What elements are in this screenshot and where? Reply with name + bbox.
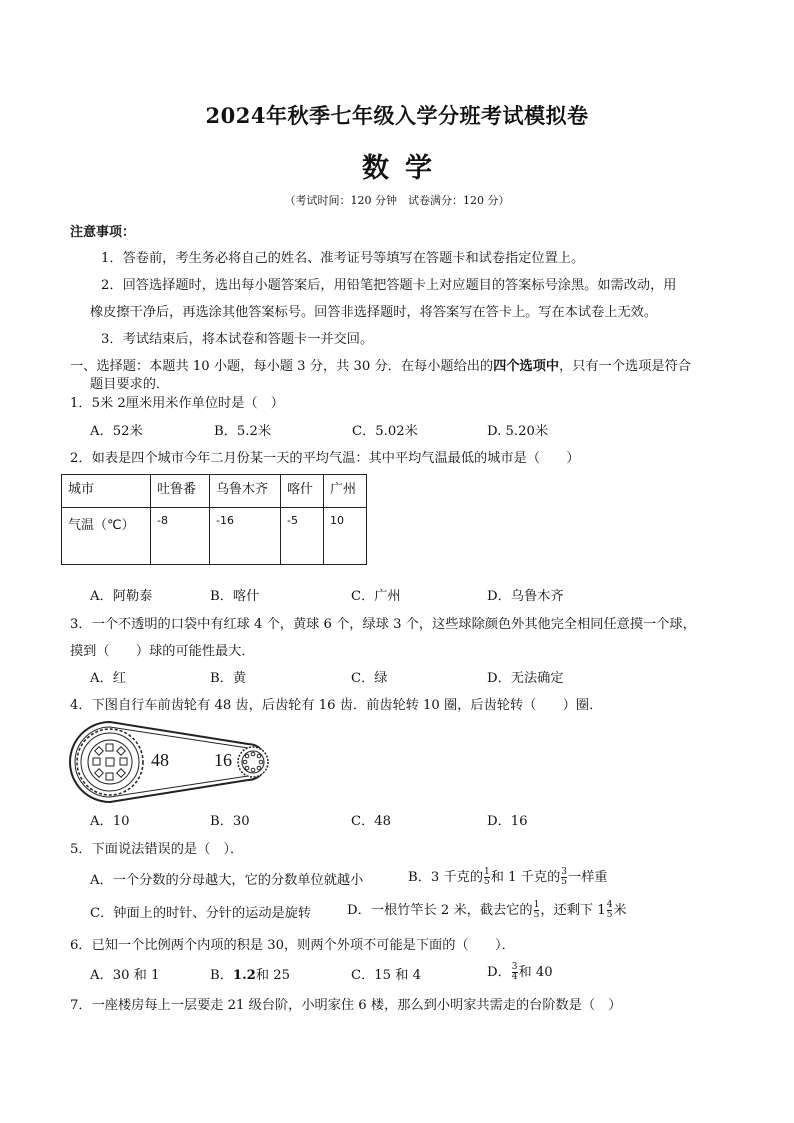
- q5-option-b-pre: B．3 千克的: [408, 870, 484, 885]
- q4-option-b: B．30: [210, 814, 250, 829]
- q5-option-c: C．钟面上的时针、分针的运动是旋转: [90, 906, 312, 921]
- q4-option-d: D．16: [487, 814, 528, 829]
- section-heading-bold: 四个选项中: [493, 359, 560, 374]
- section-heading: [70, 355, 691, 374]
- fraction-numerator: 3: [561, 867, 568, 877]
- q1-option-b: B．5.2米: [214, 424, 272, 439]
- fraction-numerator: 3: [511, 962, 518, 972]
- q5-option-d-mid: ，还剩下 1: [540, 903, 606, 918]
- q1-option-c: C．5.02米: [352, 424, 418, 439]
- q2-option-d: D．乌鲁木齐: [487, 589, 564, 604]
- q6-option-d-pre: D．: [487, 965, 511, 980]
- section-heading-prefix: 一、选择题: [70, 359, 136, 374]
- q6-option-b: [210, 964, 290, 983]
- table-row: [62, 508, 367, 565]
- q5-option-b-end: 一样重: [568, 870, 608, 885]
- notice-item-3: 3．考试结束后，将本试卷和答题卡一并交回。: [101, 332, 374, 347]
- q5-option-d: [347, 899, 627, 920]
- q2-option-b: B．喀什: [210, 589, 260, 604]
- fraction-denominator: 5: [561, 877, 568, 887]
- fraction: [607, 901, 613, 920]
- q6-option-d-end: 和 40: [518, 965, 553, 980]
- table-header-cell: 乌鲁木齐: [210, 475, 281, 508]
- q1-option-d: D. 5.20米: [487, 424, 549, 439]
- fraction: [512, 963, 518, 982]
- table-header-cell: 喀什: [281, 475, 324, 508]
- section-heading-end: ，只有一个选项是符合: [559, 359, 691, 374]
- notice-item-2: 2．回答选择题时，选出每小题答案后，用铅笔把答题卡上对应题目的答案标号涂黑。如需改动，用: [101, 278, 677, 293]
- notice-item-2-cont: 橡皮擦干净后，再选涂其他答案标号。回答非选择题时，将答案写在答卡上。写在本试卷上无效。: [90, 305, 658, 320]
- q6-option-b-pre: B．: [210, 968, 233, 983]
- q6-option-b-end: 和 25: [255, 968, 291, 983]
- q6-option-b-bold: 1.2: [232, 968, 256, 983]
- q4-option-a: A．10: [90, 814, 130, 829]
- q2-stem: 2．如表是四个城市今年二月份某一天的平均气温：其中平均气温最低的城市是（ ）: [70, 451, 580, 466]
- q7-stem: 7．一座楼房每上一层要走 21 级台阶，小明家住 6 楼，那么到小明家共需走的台阶数是（ ）: [70, 998, 622, 1013]
- exam-title: 2024年秋季七年级入学分班考试模拟卷: [205, 103, 589, 128]
- exam-info: （考试时间：120 分钟 试卷满分：120 分）: [284, 194, 510, 207]
- fraction-denominator: 5: [606, 910, 613, 920]
- fraction: [484, 868, 490, 887]
- fraction-numerator: 4: [606, 900, 613, 910]
- temperature-table: [61, 474, 367, 565]
- q3-option-b: B．黄: [210, 671, 247, 686]
- q6-option-d: [487, 961, 553, 982]
- q1-option-a: A．52米: [90, 424, 143, 439]
- q5-option-b-mid: 和 1 千克的: [490, 870, 561, 885]
- table-cell: -5: [281, 508, 324, 565]
- fraction-numerator: 1: [484, 867, 490, 877]
- q3-option-c: C．绿: [351, 671, 388, 686]
- notice-heading: 注意事项：: [70, 225, 136, 240]
- rear-gear-icon: [238, 747, 268, 777]
- q2-option-a: A．阿勒泰: [90, 589, 153, 604]
- fraction-denominator: 5: [484, 877, 490, 887]
- table-row-label: 气温（℃）: [62, 508, 151, 565]
- q5-option-d-end: 米: [613, 903, 627, 918]
- fraction: [561, 868, 567, 887]
- q6-option-c: C．15 和 4: [351, 968, 422, 983]
- front-gear-label: 48: [151, 750, 169, 770]
- q4-option-c: C．48: [351, 814, 392, 829]
- q3-option-a: A．红: [90, 671, 126, 686]
- q2-option-c: C．广州: [351, 589, 401, 604]
- q5-option-b: [408, 866, 608, 887]
- fraction-denominator: 4: [511, 972, 518, 982]
- q6-stem: 6．已知一个比例两个内项的积是 30，则两个外项不可能是下面的（ ）．: [70, 938, 515, 953]
- q3-option-d: D．无法确定: [487, 671, 564, 686]
- table-header-row: [62, 475, 367, 508]
- fraction-numerator: 1: [533, 900, 540, 910]
- table-header-cell: 城市: [62, 475, 151, 508]
- subject-title: 数学: [362, 153, 448, 184]
- q1-stem: 1．5米 2厘米用米作单位时是（ ）: [70, 396, 284, 411]
- q5-stem: 5．下面说法错误的是（ ）．: [70, 842, 244, 857]
- q5-option-a: A．一个分数的分母越大，它的分数单位就越小: [90, 873, 364, 888]
- table-cell: -16: [210, 508, 281, 565]
- fraction: [534, 901, 540, 920]
- notice-item-1: 1．答卷前，考生务必将自己的姓名、准考证号等填写在答题卡和试卷指定位置上。: [101, 251, 585, 266]
- q5-option-d-pre: D．一根竹竿长 2 米，截去它的: [347, 903, 533, 918]
- bicycle-gear-diagram: [68, 718, 278, 806]
- table-header-cell: 广州: [324, 475, 367, 508]
- table-cell: 10: [324, 508, 367, 565]
- section-heading-rest: ：本题共 10 小题，每小题 3 分，共 30 分．在每小题给出的: [135, 359, 494, 374]
- fraction-denominator: 5: [533, 910, 540, 920]
- q3-stem-line2: 摸到（ ）球的可能性最大．: [70, 644, 255, 659]
- table-header-cell: 吐鲁番: [151, 475, 210, 508]
- q4-stem: 4．下图自行车前齿轮有 48 齿，后齿轮有 16 齿．前齿轮转 10 圈，后齿轮转（ ）圈．: [70, 698, 603, 713]
- q3-stem-line1: 3．一个不透明的口袋中有红球 4 个，黄球 6 个，绿球 3 个，这些球除颜色外其他完全相同任意摸一个球，: [70, 617, 696, 632]
- rear-gear-label: 16: [214, 750, 232, 770]
- q6-option-a: A．30 和 1: [90, 968, 160, 983]
- table-cell: -8: [151, 508, 210, 565]
- front-gear-icon: [77, 729, 143, 795]
- section-heading-line2: 题目要求的．: [90, 377, 170, 392]
